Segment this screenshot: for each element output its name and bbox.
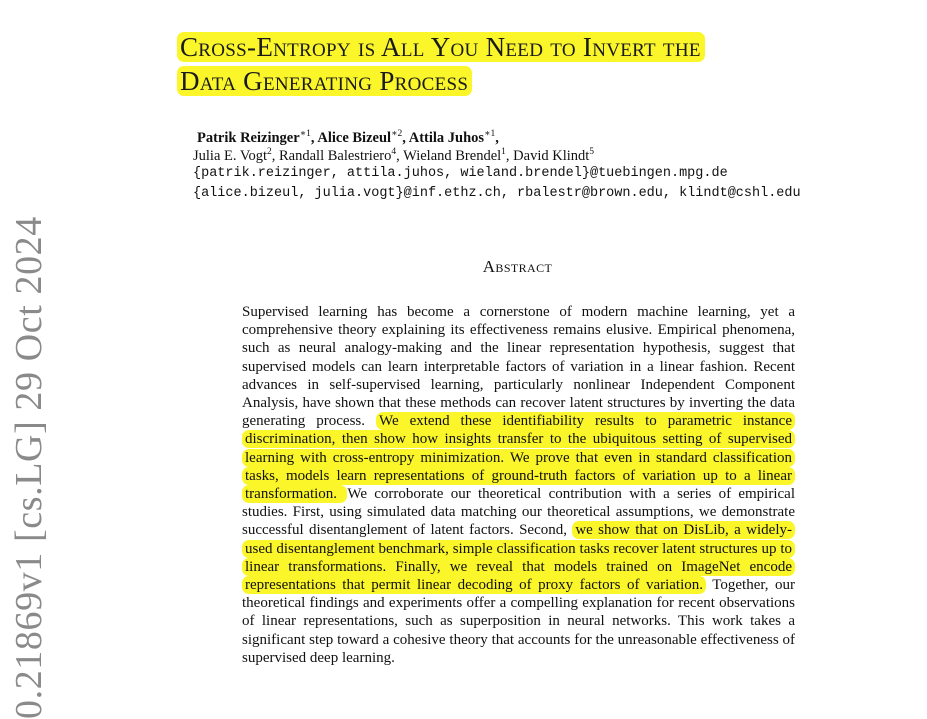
abstract-segment: We corroborate our theoretical contribution with a series of empirical studies. First, using simulated data matching our theoretical assumptions, we demonstrate successful disentanglement of latent factors. Second, <box>242 486 795 539</box>
author-affiliation-mark: 1 <box>501 147 506 157</box>
email-line-2 <box>193 183 923 203</box>
author-name: Alice Bizeul <box>317 130 392 146</box>
email-line-1: {patrik.reizinger, attila.juhos, wieland.brendel}@tuebingen.mpg.de <box>193 166 728 181</box>
arxiv-identifier-stamp: 0.21869v1 [cs.LG] 29 Oct 2024 <box>8 216 50 719</box>
author-affiliation-mark: ∗1 <box>484 129 496 139</box>
author-affiliation-mark: ∗2 <box>391 129 403 139</box>
author-name: Patrik Reizinger <box>197 130 300 146</box>
author-name: Wieland Brendel <box>403 148 502 164</box>
author-name: David Klindt <box>513 148 590 164</box>
author-affiliation-mark: 5 <box>589 147 595 157</box>
title-line-2: Data Generating Process <box>177 66 472 96</box>
highlighted-abstract-segment: we show that on DisLib, a widely-used disentanglement benchmark, simple classification tasks recover latent structures up to linear transformations. Finally, we reveal that models trained on ImageNet encode representations that permit linear decoding of proxy factors of variation. <box>242 521 795 594</box>
title-line-1: Cross-Entropy is All You Need to Invert the <box>177 32 705 62</box>
paper-title <box>180 30 900 98</box>
author-name: Randall Balestriero <box>279 148 392 164</box>
email-group: {alice.bizeul, julia.vogt}@inf.ethz.ch <box>193 186 501 201</box>
abstract-segment: Together, our theoretical findings and experiments offer a compelling explanation for recent observations of linear representations, such as superposition in neural networks. This work takes a significant step toward a cohesive theory that accounts for the unreasonable effectiveness of supervised deep learning. <box>242 577 795 666</box>
abstract-heading: Abstract <box>482 257 553 276</box>
author-line-2: Julia E. Vogt$^2$, Randall Balestriero$^4$, Wieland Brendel$^1$, David Klindt$^5$ <box>193 147 595 164</box>
author-affiliation-mark: 2 <box>267 147 272 157</box>
highlighted-abstract-segment: We extend these identifiability results to parametric instance discrimination, then show how insights transfer to the ubiquitous setting of supervised learning with cross-entropy minimization. We prove that even in standard classification tasks, models learn representations of ground-truth factors of variation up to a linear transformation. <box>242 412 795 503</box>
abstract-text <box>242 303 795 667</box>
abstract-segment: Supervised learning has become a cornerstone of modern machine learning, yet a comprehensive theory explaining its effectiveness remains elusive. Empirical phenomena, such as neural analogy-making and the linear representation hypothesis, suggest that supervised models can learn interpretable factors of variation in a linear fashion. Recent advances in self-supervised learning, particularly nonlinear Independent Component Analysis, have shown that these methods can recover latent structures by inverting the data generating process. <box>242 304 795 430</box>
author-affiliation-mark: ∗1 <box>299 129 311 139</box>
author-block <box>193 129 923 203</box>
author-affiliation-mark: 4 <box>391 147 397 157</box>
author-name: Julia E. Vogt <box>193 148 267 164</box>
author-line-1: Patrik Reizinger$^{∗1}$, Alice Bizeul$^{∗2}$, Attila Juhos$^{∗1}$, <box>197 129 499 146</box>
email-list: , rbalestr@brown.edu, klindt@cshl.edu <box>500 186 801 201</box>
author-name: Attila Juhos <box>408 130 485 146</box>
